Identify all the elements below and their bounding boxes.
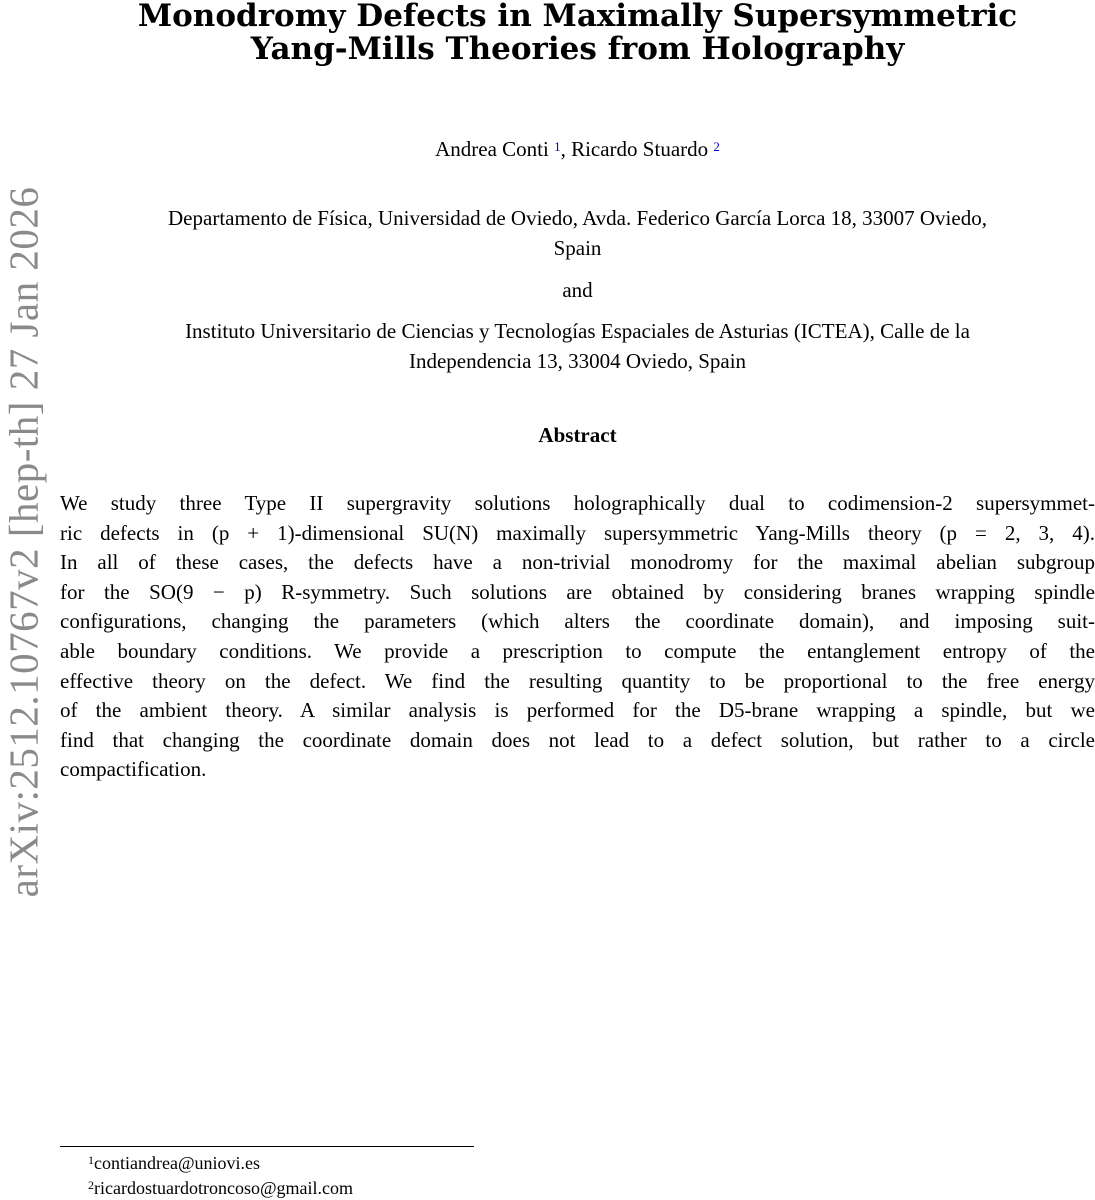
- footnote-divider: [60, 1146, 474, 1147]
- author-list: [60, 136, 1095, 162]
- abstract-line: configurations, changing the parameters (which alters the coordinate domain), and imposing suit-: [60, 609, 1095, 634]
- footnote-1: [88, 1152, 260, 1174]
- abstract-heading: Abstract: [538, 423, 617, 447]
- abstract-line: In all of these cases, the defects have a non-trivial monodromy for the maximal abelian subgroup: [60, 550, 1095, 575]
- abstract-line: effective theory on the defect. We find the resulting quantity to be proportional to the free energy: [60, 668, 1095, 693]
- arxiv-side-stamp: [0, 183, 46, 900]
- abstract-line: find that changing the coordinate domain does not lead to a defect solution, but rather to a circle: [60, 727, 1095, 752]
- abstract-line: of the ambient theory. A similar analysis is performed for the D5-brane wrapping a spindle, but we: [60, 698, 1095, 723]
- abstract-line: ric defects in (p + 1)-dimensional SU(N) maximally supersymmetric Yang-Mills theory (p = 2, 3, 4).: [60, 520, 1095, 545]
- footnote-mark-link[interactable]: 1: [554, 139, 561, 154]
- abstract-line: for the SO(9 − p) R-symmetry. Such solutions are obtained by considering branes wrapping spindle: [60, 579, 1095, 604]
- affiliation-line: Instituto Universitario de Ciencias y Tecnologías Espaciales de Asturias (ICTEA), Calle de la: [185, 319, 970, 343]
- affiliation-2: [60, 316, 1095, 376]
- footnote-email-link[interactable]: ricardostuardotroncoso@gmail.com: [94, 1178, 354, 1198]
- footnote-mark-link[interactable]: 2: [713, 139, 720, 154]
- abstract-line: compactification.: [60, 757, 207, 782]
- arxiv-identifier: arXiv:2512.10767v2 [hep-th] 27 Jan 2026: [0, 186, 47, 897]
- affiliation-conjunction: [60, 275, 1095, 305]
- footnote-mark: 2: [88, 1178, 94, 1192]
- affiliation-1: [60, 203, 1095, 263]
- abstract-line: able boundary conditions. We provide a prescription to compute the entanglement entropy of the: [60, 638, 1095, 663]
- abstract-line: We study three Type II supergravity solutions holographically dual to codimension-2 supersymmet-: [60, 491, 1095, 515]
- affiliation-line: Departamento de Física, Universidad de Oviedo, Avda. Federico García Lorca 18, 33007 Oviedo,: [168, 206, 987, 230]
- author-name: Andrea Conti: [435, 137, 549, 161]
- footnote-email-link[interactable]: contiandrea@uniovi.es: [94, 1153, 261, 1173]
- author-separator: ,: [560, 137, 566, 161]
- affiliation-line: Spain: [553, 236, 602, 260]
- title-line-1: Monodromy Defects in Maximally Supersymmetric: [137, 0, 1018, 34]
- affiliation-line: Independencia 13, 33004 Oviedo, Spain: [408, 349, 747, 373]
- title-line-2: Yang-Mills Theories from Holography: [250, 31, 905, 67]
- paper-title: [60, 0, 1095, 66]
- conjunction-text: and: [562, 278, 593, 302]
- footnote-mark: 1: [88, 1153, 94, 1167]
- footnote-2: [88, 1177, 353, 1199]
- author-name: Ricardo Stuardo: [571, 137, 709, 161]
- abstract-body: [60, 489, 1095, 785]
